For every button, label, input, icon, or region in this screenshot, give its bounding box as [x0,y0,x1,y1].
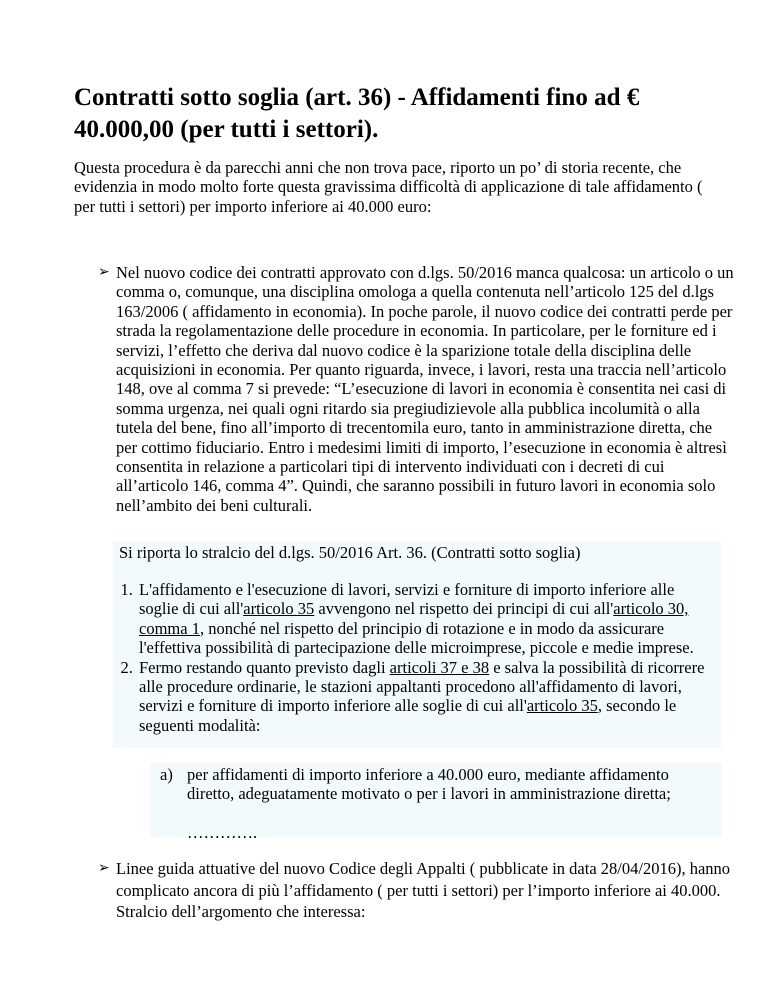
document-title: Contratti sotto soglia (art. 36) - Affidamenti fino ad € 40.000,00 (per tutti i settori). [74,84,640,143]
link-articolo-35[interactable]: articolo 35 [243,599,315,619]
excerpt-text: avvengono nel rispetto dei principi di cui all' [314,599,614,619]
excerpt-text: Fermo restando quanto previsto dagli [139,657,390,677]
ellipsis-text: …………. [187,823,258,842]
excerpt-title: Si riporta lo stralcio del d.lgs. 50/2016 Art. 36. (Contratti sotto soglia) [119,543,581,562]
link-articolo-30[interactable]: articolo 30, comma 1 [139,599,689,638]
arrow-bullet-icon: ➢ [98,264,110,280]
bullet-item-linee-guida [98,858,736,923]
sub-item-box [150,763,722,842]
excerpt-item-1 [137,580,717,658]
excerpt-text: e salva la possibilità di ricorrere alle procedure ordinarie, le stazioni appaltanti procedono all'affidamento di lavori, servizi e forniture di importo inferiore alle soglie di cui all' [139,657,705,716]
sub-item-label: a) [160,765,173,784]
intro-paragraph: Questa procedura è da parecchi anni che non trova pace, riporto un po’ di storia recente, che evidenzia in modo molto forte questa gravissima difficoltà di applicazione di tale affidamento ( per tutti i settori) per importo inferiore ai 40.000 euro: [74,158,703,216]
arrow-bullet-icon: ➢ [98,860,110,876]
excerpt-text: L'affidamento e l'esecuzione di lavori, servizi e forniture di importo inferiore alle soglie di cui all' [139,580,675,619]
bullet-text: Linee guida attuative del nuovo Codice degli Appalti ( pubblicate in data 28/04/2016), hanno complicato ancora di più l’affidamento ( per tutti i settori) per l’importo inferiore ai 40.000. Stralcio dell’argomento che interessa: [116,859,731,921]
bullet-item-codice [98,263,736,515]
excerpt-text: , nonché nel rispetto del principio di rotazione e in modo da assicurare l'effettiva possibilità di partecipazione delle microimprese, piccole e medie imprese. [139,618,694,658]
law-excerpt-box [113,541,721,748]
excerpt-text: , secondo le seguenti modalità: [139,696,677,735]
bullet-text: Nel nuovo codice dei contratti approvato con d.lgs. 50/2016 manca qualcosa: un articolo o un comma o, comunque, una disciplina omologa a quella contenuta nell’articolo 125 del d.lgs 163/2006 ( affidamento in economia). In poche parole, il nuovo codice dei contratti perde per strada la regolamentazione delle procedure in economia. In particolare, per le forniture ed i servizi, l’effetto che deriva dal nuovo codice è la sparizione totale della disciplina delle acquisizioni in economia. Per quanto riguarda, invece, i lavori, resta una traccia nell’articolo 148, ove al comma 7 si prevede: “L’esecuzione di lavori in economia è consentita nei casi di somma urgenza, nei quali ogni ritardo sia pregiudizievole alla pubblica incolumità o alla tutela del bene, fino all’importo di trecentomila euro, tanto in amministrazione diretta, che per cottimo fiduciario. Entro i medesimi limiti di importo, l’esecuzione in economia è altresì consentita in relazione a particolari tipi di intervento individuati con i decreti di cui all’articolo 146, comma 4”. Quindi, che saranno possibili in futuro lavori in economia solo nell’ambito dei beni culturali. [116,263,734,515]
sub-item-text: per affidamenti di importo inferiore a 40.000 euro, mediante affidamento diretto, adeguatamente motivato o per i lavori in amministrazione diretta; [187,765,671,804]
excerpt-item-2 [137,658,717,736]
link-articolo-35-b[interactable]: articolo 35 [526,696,598,716]
link-articoli-37-38[interactable]: articoli 37 e 38 [389,657,490,677]
excerpt-list [113,580,717,735]
